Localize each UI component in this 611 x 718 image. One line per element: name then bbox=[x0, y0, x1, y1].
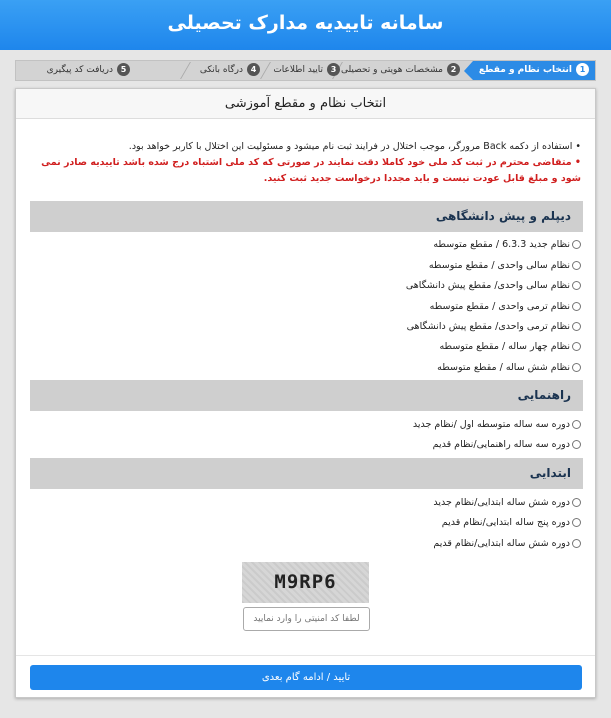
step-4-label: درگاه بانکی bbox=[199, 65, 243, 75]
option-yearly-secondary[interactable] bbox=[429, 256, 581, 276]
step-3-label: تایید اطلاعات bbox=[273, 65, 323, 75]
step-4 bbox=[190, 61, 260, 80]
radio-button[interactable] bbox=[572, 539, 581, 548]
option-label: دوره پنج ساله ابتدایی/نظام قدیم bbox=[441, 517, 570, 528]
radio-button[interactable] bbox=[572, 261, 581, 270]
panel-title: انتخاب نظام و مقطع آموزشی bbox=[16, 89, 595, 119]
option-term-preuni[interactable] bbox=[407, 317, 581, 337]
option-label: دوره شش ساله ابتدایی/نظام جدید bbox=[433, 497, 570, 508]
option-primary-five-old[interactable] bbox=[442, 513, 581, 533]
option-six-year[interactable] bbox=[437, 358, 581, 378]
option-new-633[interactable] bbox=[433, 235, 581, 255]
option-label: نظام ترمی واحدی/ مقطع پیش دانشگاهی bbox=[406, 321, 570, 332]
notes bbox=[26, 139, 581, 187]
option-label: نظام سالی واحدی / مقطع متوسطه bbox=[428, 260, 570, 271]
radio-button[interactable] bbox=[572, 498, 581, 507]
option-primary-six-new[interactable] bbox=[433, 493, 581, 513]
captcha-input[interactable] bbox=[243, 607, 370, 631]
option-label: نظام چهار ساله / مقطع متوسطه bbox=[439, 341, 570, 352]
step-3-number: 3 bbox=[327, 63, 340, 76]
step-3 bbox=[270, 61, 340, 80]
option-term-secondary[interactable] bbox=[430, 297, 581, 317]
option-label: نظام سالی واحدی/ مقطع پیش دانشگاهی bbox=[405, 280, 570, 291]
captcha-image: M9RP6 bbox=[242, 562, 369, 603]
step-2 bbox=[340, 61, 460, 80]
option-label: دوره شش ساله ابتدایی/نظام قدیم bbox=[433, 538, 570, 549]
step-5-number: 5 bbox=[117, 63, 130, 76]
step-4-number: 4 bbox=[247, 63, 260, 76]
option-four-year[interactable] bbox=[439, 337, 581, 357]
warning-note: • متقاضی محترم در ثبت کد ملی خود کاملا دقت نمایند در صورتی که کد ملی اشتباه درج شده باشد تاییدیه صادر نمی شود و مبلغ قابل عودت نیست و باید مجددا درخواست جدید ثبت کنید. bbox=[41, 157, 581, 184]
option-label: دوره سه ساله متوسطه اول /نظام جدید bbox=[412, 419, 570, 430]
option-label: نظام ترمی واحدی / مقطع متوسطه bbox=[429, 301, 570, 312]
option-label: نظام شش ساله / مقطع متوسطه bbox=[437, 362, 570, 373]
radio-button[interactable] bbox=[572, 281, 581, 290]
step-2-number: 2 bbox=[447, 63, 460, 76]
option-label: نظام جدید 6.3.3 / مقطع متوسطه bbox=[433, 239, 570, 250]
radio-button[interactable] bbox=[572, 420, 581, 429]
divider bbox=[16, 655, 595, 656]
info-note: • استفاده از دکمه Back مرورگر، موجب اختلال در فرایند ثبت نام میشود و مسئولیت این اختلال با کاربر خواهد بود. bbox=[128, 141, 581, 152]
option-primary-six-old[interactable] bbox=[433, 534, 581, 554]
option-guidance-old[interactable] bbox=[433, 435, 581, 455]
section-primary-header: ابتدایی bbox=[30, 458, 583, 489]
step-1[interactable] bbox=[473, 61, 595, 80]
page-header bbox=[0, 0, 611, 50]
step-5 bbox=[20, 61, 130, 80]
radio-button[interactable] bbox=[572, 440, 581, 449]
radio-button[interactable] bbox=[572, 518, 581, 527]
submit-button[interactable]: تایید / ادامه گام بعدی bbox=[30, 665, 582, 690]
radio-button[interactable] bbox=[572, 342, 581, 351]
radio-button[interactable] bbox=[572, 240, 581, 249]
radio-button[interactable] bbox=[572, 322, 581, 331]
option-yearly-preuni[interactable] bbox=[406, 276, 581, 296]
wizard-steps bbox=[15, 60, 596, 81]
step-2-label: مشخصات هویتی و تحصیلی bbox=[340, 65, 443, 75]
section-guidance-header: راهنمایی bbox=[30, 380, 583, 411]
step-arrow-icon bbox=[464, 61, 473, 80]
step-1-number: 1 bbox=[576, 63, 589, 76]
radio-button[interactable] bbox=[572, 363, 581, 372]
step-1-label: انتخاب نظام و مقطع bbox=[478, 65, 572, 75]
radio-button[interactable] bbox=[572, 302, 581, 311]
option-guidance-new[interactable] bbox=[413, 415, 581, 435]
step-5-label: دریافت کد پیگیری bbox=[46, 65, 113, 75]
main-panel bbox=[15, 88, 596, 698]
option-label: دوره سه ساله راهنمایی/نظام قدیم bbox=[432, 439, 570, 450]
section-diploma-header: دیپلم و پیش دانشگاهی bbox=[30, 201, 583, 232]
site-title: سامانه تاییدیه مدارک تحصیلی bbox=[167, 12, 444, 34]
